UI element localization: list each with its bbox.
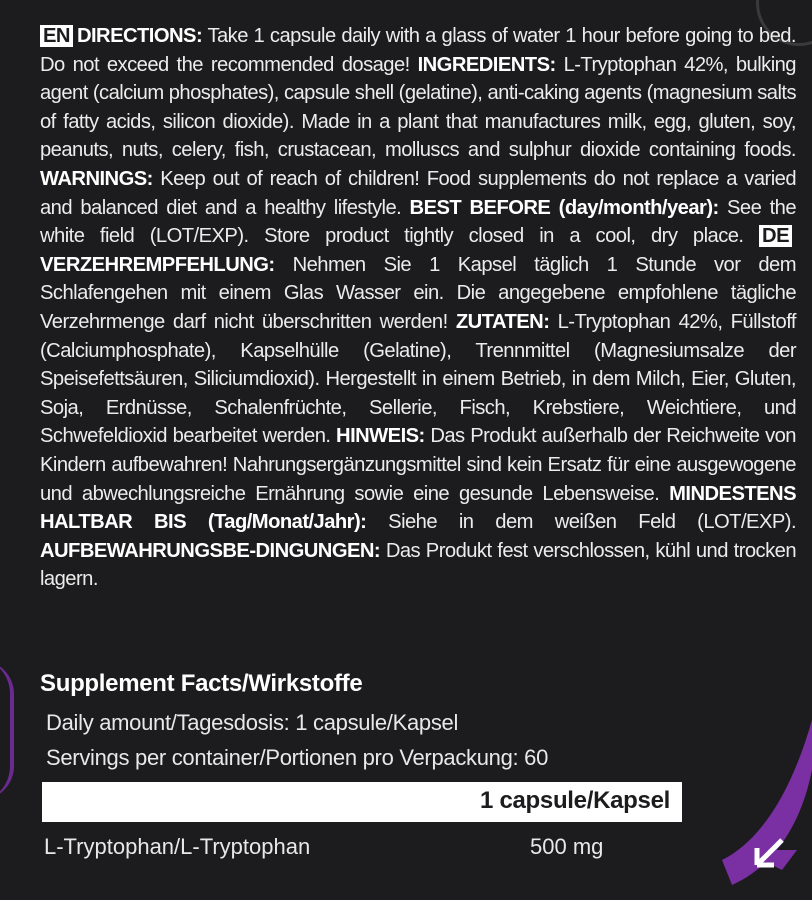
servings-per-container: Servings per container/Portionen pro Verpackung: 60 [46,745,549,770]
mhd-text: Siehe in dem weißen Feld (LOT/EXP). [366,511,797,534]
best-before-heading: BEST BEFORE (day/month/year): [409,196,719,219]
warnings-text: Keep out of reach of children! Food supplements do not replace a varied and balanced diet and a healthy lifestyle. [40,167,796,219]
best-before-text: See the white field (LOT/EXP). Store product tightly closed in a cool, dry place. [40,196,796,248]
supplement-facts-title: Supplement Facts/Wirkstoffe [40,670,363,697]
verzehr-text: Nehmen Sie 1 Kapsel täglich 1 Stunde vor dem Schlafengehen mit einem Glas Wasser ein. Die angegebene empfohlene tägliche Verzehrmenge darf nicht überschritten werden! [40,253,796,333]
column-header-label: 1 capsule/Kapsel [480,787,670,814]
language-tag-de: DE [759,225,792,247]
ingredients-heading: INGREDIENTS: [417,53,556,76]
aufbewahrung-heading: AUFBEWAHRUNGSBE-DINGUNGEN: [40,539,381,562]
directions-heading: DIRECTIONS: [76,25,203,47]
ingredients-text: L-Tryptophan 42%, bulking agent (calcium phosphates), capsule shell (gelatine), anti-caking agents (magnesium salts of fatty acids, silicon dioxide). Made in a plant that manufactures milk, egg, gluten, soy, peanuts, nuts, celery, fish, crustacean, molluscs and sulphur dioxide containing foods. [40,53,796,162]
verzehr-heading: VERZEHREMPFEHLUNG: [40,253,275,276]
zutaten-text: L-Tryptophan 42%, Füllstoff (Calciumphosphate), Kapselhülle (Gelatine), Trennmittel (Magnesiumsalze der Speisefettsäuren, Siliciumdioxid). Hergestellt in einem Betrieb, in dem Milch, Eier, Gluten, Soja, Erdnüsse, Schalenfrüchte, Sellerie, Fisch, Krebstiere, Weichtiere, und Schwefeldioxid bearbeitet werden. [40,310,796,448]
facts-row-name: L-Tryptophan/L-Tryptophan [44,834,311,859]
hinweis-heading: HINWEIS: [336,425,425,448]
decorative-purple-arc [0,660,14,800]
mhd-heading: MINDESTENS HALTBAR BIS (Tag/Monat/Jahr): [40,482,796,534]
warnings-heading: WARNINGS: [40,167,153,190]
hinweis-text: Das Produkt außerhalb der Reichweite von Kindern aufbewahren! Nahrungsergänzungsmittel sind kein Ersatz für eine ausgewogene und abwechlungsreiche Ernährung sowie eine gesunde Lebensweise. [40,425,796,505]
aufbewahrung-text: Das Produkt fest verschlossen, kühl und trocken lagern. [40,539,796,591]
label-text-block [40,22,796,594]
language-tag-en: EN [40,25,73,47]
facts-row-amount: 500 mg [530,834,604,859]
zutaten-heading: ZUTATEN: [455,310,550,333]
daily-amount: Daily amount/Tagesdosis: 1 capsule/Kapsel [46,710,459,735]
directions-text: Take 1 capsule daily with a glass of water 1 hour before going to bed. Do not exceed the recommended dosage! [40,25,796,76]
decorative-swoosh-arrow-icon [702,700,812,900]
facts-column-header-bar [42,782,682,822]
